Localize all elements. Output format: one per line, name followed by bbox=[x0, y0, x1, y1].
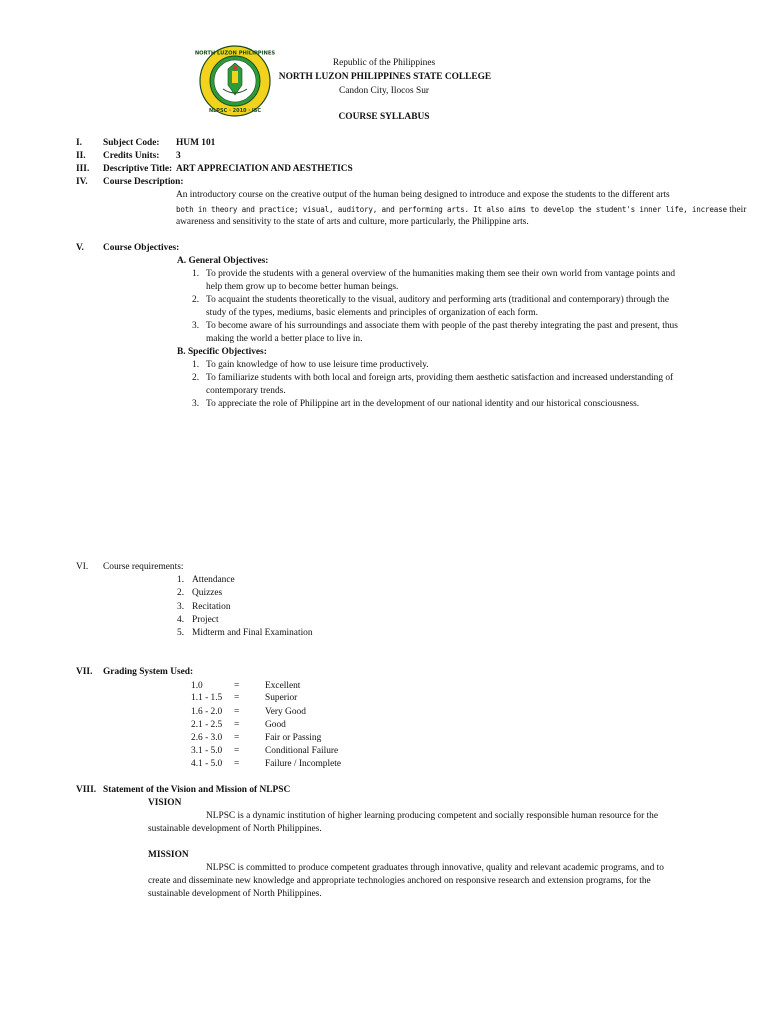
seal-top-text: NORTH LUZON PHILIPPINES bbox=[194, 50, 276, 57]
requirement-number: 3. bbox=[177, 602, 185, 612]
grade-range: 1.0 bbox=[191, 681, 203, 691]
grade-range: 3.1 - 5.0 bbox=[191, 746, 223, 756]
section-number: VI. bbox=[76, 562, 89, 572]
subject-code-value: HUM 101 bbox=[176, 138, 216, 148]
mission-text: NLPSC is committed to produce competent graduates through innovative, quality and relevant academic programs, and to bbox=[206, 863, 664, 873]
objective-text: To appreciate the role of Philippine art in the development of our national identity and our historical consciousness. bbox=[206, 399, 640, 409]
grade-range: 1.1 - 1.5 bbox=[191, 693, 223, 703]
section-number: VIII. bbox=[76, 785, 97, 795]
specific-objectives-label: B. Specific Objectives: bbox=[177, 347, 267, 357]
grade-description: Fair or Passing bbox=[265, 733, 322, 743]
section-number: VII. bbox=[76, 667, 93, 677]
credit-units-label: Credits Units: bbox=[103, 151, 160, 161]
description-handwritten-segment: both in theory and practice; visual, auditory, and performing arts. It also aims to develop the student's inner life, increase bbox=[176, 205, 727, 214]
objective-number: 2. bbox=[192, 373, 200, 383]
section-number: V. bbox=[76, 243, 84, 253]
objective-number: 1. bbox=[192, 360, 200, 370]
course-objectives-label: Course Objectives: bbox=[103, 243, 180, 253]
vision-heading: VISION bbox=[148, 798, 182, 808]
description-line: awareness and sensitivity to the state of arts and culture, more particularly, the Philippine arts. bbox=[176, 217, 529, 227]
grade-range: 1.6 - 2.0 bbox=[191, 707, 223, 717]
vision-text: NLPSC is a dynamic institution of higher learning producing competent and socially responsible human resource for the bbox=[206, 811, 658, 821]
college-name: NORTH LUZON PHILIPPINES STATE COLLEGE bbox=[278, 72, 492, 82]
requirement-number: 1. bbox=[177, 575, 185, 585]
grade-equals: = bbox=[234, 681, 240, 691]
grading-system-label: Grading System Used: bbox=[103, 667, 194, 677]
general-objectives-label: A. General Objectives: bbox=[177, 256, 269, 266]
objective-number: 3. bbox=[192, 321, 200, 331]
requirement-item: Quizzes bbox=[192, 588, 223, 598]
seal-bottom-text: NLPSC · 2010 · ISC bbox=[208, 108, 262, 114]
document-title: COURSE SYLLABUS bbox=[338, 112, 430, 122]
objective-number: 3. bbox=[192, 399, 200, 409]
grade-equals: = bbox=[234, 733, 240, 743]
grade-equals: = bbox=[234, 707, 240, 717]
grade-range: 2.1 - 2.5 bbox=[191, 720, 223, 730]
objective-number: 2. bbox=[192, 295, 200, 305]
grade-equals: = bbox=[234, 720, 240, 730]
descriptive-title-label: Descriptive Title: bbox=[103, 164, 173, 174]
vision-text: sustainable development of North Philippines. bbox=[148, 824, 322, 834]
course-requirements-label: Course requirements: bbox=[103, 562, 184, 572]
section-number: I. bbox=[76, 138, 82, 148]
objective-text: To familiarize students with both local and foreign arts, providing them aesthetic satisfaction and increased understanding of bbox=[206, 373, 674, 383]
course-description-label: Course Description: bbox=[103, 177, 184, 187]
requirement-item: Attendance bbox=[192, 575, 235, 585]
grade-description: Conditional Failure bbox=[265, 746, 339, 756]
section-number: III. bbox=[76, 164, 90, 174]
requirement-number: 4. bbox=[177, 615, 185, 625]
objective-text: contemporary trends. bbox=[206, 386, 286, 396]
mission-text: create and disseminate new knowledge and appropriate technologies anchored on responsive research and extension programs, for the bbox=[148, 876, 651, 886]
mission-text: sustainable development of North Philippines. bbox=[148, 889, 322, 899]
college-location: Candon City, Ilocos Sur bbox=[338, 86, 429, 96]
grade-description: Good bbox=[265, 720, 286, 730]
grade-range: 4.1 - 5.0 bbox=[191, 759, 223, 769]
requirement-number: 5. bbox=[177, 628, 185, 638]
grade-description: Very Good bbox=[265, 707, 306, 717]
objective-text: study of the types, mediums, basic elements and principles of organization of each form. bbox=[206, 308, 539, 318]
objective-text: To gain knowledge of how to use leisure time productively. bbox=[206, 360, 429, 370]
descriptive-title-value: ART APPRECIATION AND AESTHETICS bbox=[176, 164, 353, 174]
mission-heading: MISSION bbox=[148, 850, 189, 860]
section-number: IV. bbox=[76, 177, 88, 187]
requirement-item: Project bbox=[192, 615, 219, 625]
objective-number: 1. bbox=[192, 269, 200, 279]
vision-mission-label: Statement of the Vision and Mission of NLPSC bbox=[103, 785, 291, 795]
grade-equals: = bbox=[234, 746, 240, 756]
objective-text: To become aware of his surroundings and associate them with people of the past thereby integrating the past and present, thus bbox=[206, 321, 678, 331]
objective-text: To provide the students with a general overview of the humanities making them see their own world from vantage points and bbox=[206, 269, 676, 279]
subject-code-label: Subject Code: bbox=[103, 138, 160, 148]
requirement-number: 2. bbox=[177, 588, 185, 598]
grade-description: Superior bbox=[265, 693, 298, 703]
description-line: An introductory course on the creative output of the human being designed to introduce and expose the students to the different arts bbox=[176, 190, 670, 200]
objective-text: making the world a better place to live in. bbox=[206, 334, 363, 344]
grade-equals: = bbox=[234, 693, 240, 703]
republic-line: Republic of the Philippines bbox=[332, 58, 436, 68]
grade-range: 2.6 - 3.0 bbox=[191, 733, 223, 743]
grade-description: Failure / Incomplete bbox=[265, 759, 342, 769]
grade-equals: = bbox=[234, 759, 240, 769]
objective-text: To acquaint the students theoretically to the visual, auditory and performing arts (traditional and contemporary) through the bbox=[206, 295, 670, 305]
description-line: both in theory and practice; visual, auditory, and performing arts. It also aims to develop the student's inner life, increase their bbox=[176, 205, 747, 215]
objective-text: help them grow up to become better human beings. bbox=[206, 282, 399, 292]
requirement-item: Recitation bbox=[192, 602, 231, 612]
requirement-item: Midterm and Final Examination bbox=[192, 628, 313, 638]
credit-units-value: 3 bbox=[176, 151, 181, 161]
grade-description: Excellent bbox=[265, 681, 301, 691]
section-number: II. bbox=[76, 151, 86, 161]
